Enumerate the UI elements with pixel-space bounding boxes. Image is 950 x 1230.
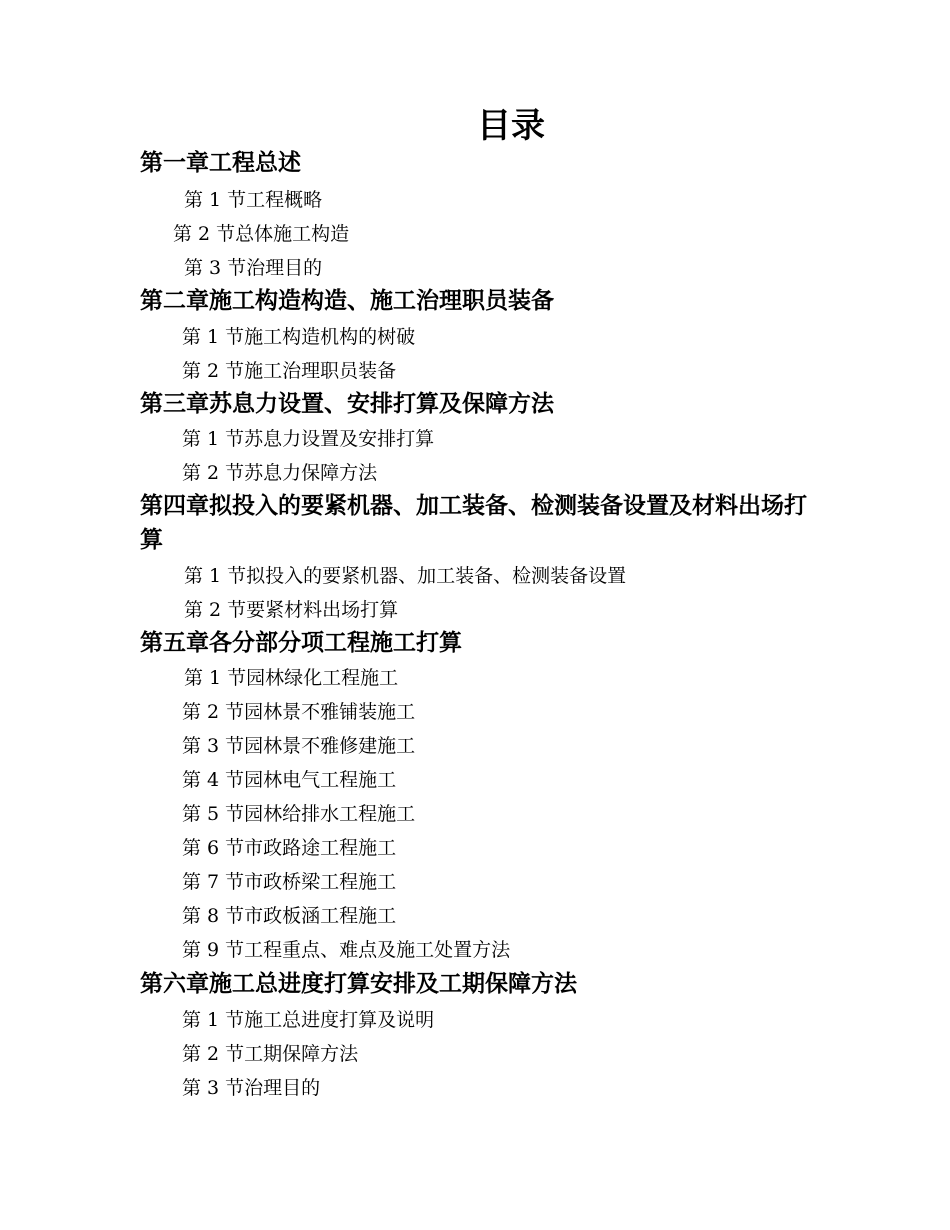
toc-section-1-1: 第 1 节工程概略: [184, 189, 323, 211]
toc-section-5-6: 第 6 节市政路途工程施工: [182, 837, 397, 859]
toc-section-5-5: 第 5 节园林给排水工程施工: [182, 803, 416, 825]
toc-section-4-1: 第 1 节拟投入的要紧机器、加工装备、检测装备设置: [184, 565, 627, 587]
toc-section-5-9: 第 9 节工程重点、难点及施工处置方法: [182, 939, 511, 961]
toc-section-5-7: 第 7 节市政桥梁工程施工: [182, 871, 397, 893]
toc-section-1-3: 第 3 节治理目的: [184, 257, 323, 279]
toc-chapter-1: 第一章工程总述: [140, 149, 301, 176]
toc-chapter-3: 第三章苏息力设置、安排打算及保障方法: [140, 390, 554, 417]
toc-chapter-5: 第五章各分部分项工程施工打算: [140, 629, 462, 656]
toc-section-3-2: 第 2 节苏息力保障方法: [182, 462, 378, 484]
toc-section-2-2: 第 2 节施工治理职员装备: [182, 360, 397, 382]
toc-section-5-4: 第 4 节园林电气工程施工: [182, 769, 397, 791]
toc-chapter-6: 第六章施工总进度打算安排及工期保障方法: [140, 970, 577, 997]
toc-section-3-1: 第 1 节苏息力设置及安排打算: [182, 428, 435, 450]
toc-section-6-2: 第 2 节工期保障方法: [182, 1043, 359, 1065]
toc-title: 目录: [477, 106, 545, 146]
toc-section-4-2: 第 2 节要紧材料出场打算: [184, 599, 399, 621]
toc-section-6-3: 第 3 节治理目的: [182, 1077, 321, 1099]
toc-section-2-1: 第 1 节施工构造机构的树破: [182, 326, 416, 348]
toc-section-5-1: 第 1 节园林绿化工程施工: [184, 667, 399, 689]
toc-section-1-2: 第 2 节总体施工构造: [173, 223, 350, 245]
toc-chapter-4: 第四章拟投入的要紧机器、加工装备、检测装备设置及材料出场打算: [140, 492, 807, 553]
toc-section-5-3: 第 3 节园林景不雅修建施工: [182, 735, 416, 757]
toc-section-6-1: 第 1 节施工总进度打算及说明: [182, 1009, 435, 1031]
toc-section-5-2: 第 2 节园林景不雅铺装施工: [182, 701, 416, 723]
toc-section-5-8: 第 8 节市政板涵工程施工: [182, 905, 397, 927]
toc-chapter-2: 第二章施工构造构造、施工治理职员装备: [140, 287, 554, 314]
